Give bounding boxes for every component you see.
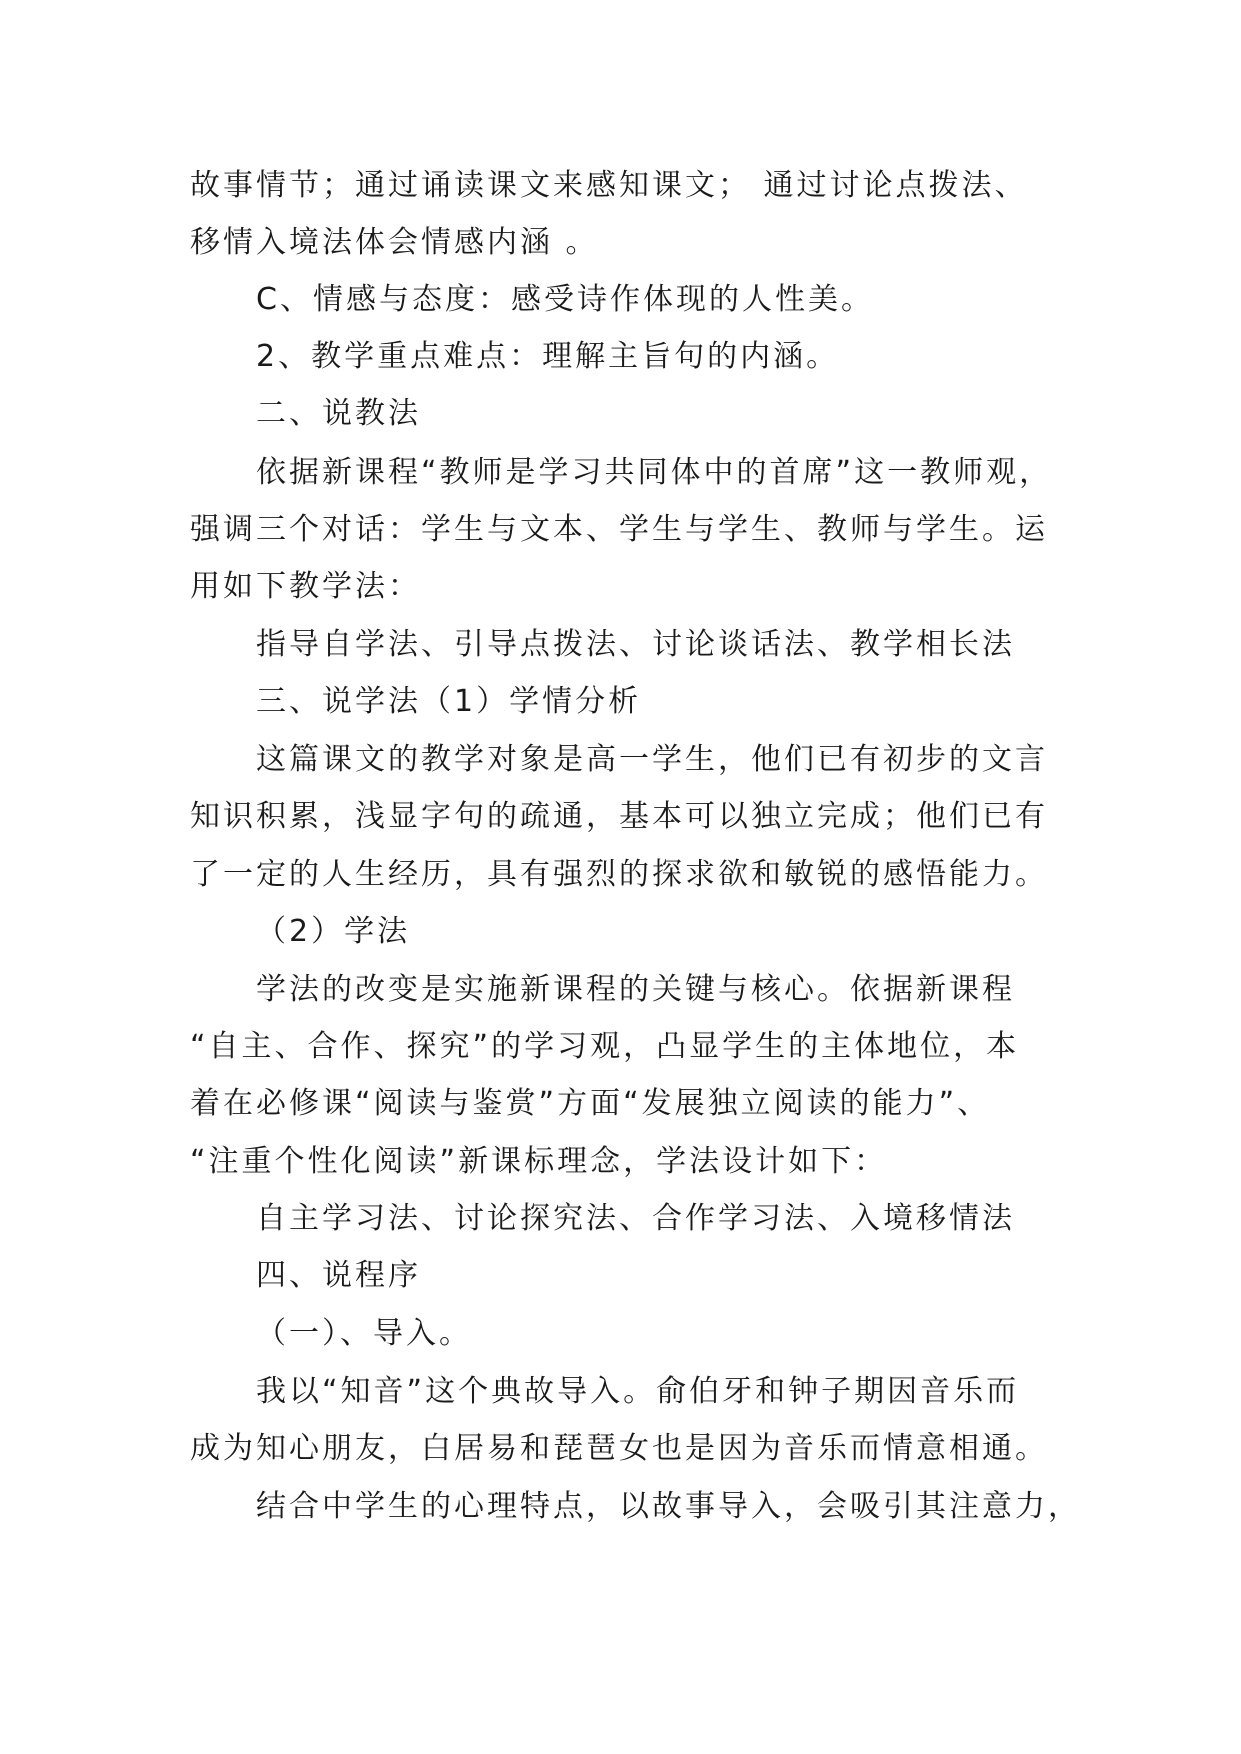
text-line: 学法的改变是实施新课程的关键与核心。依据新课程 bbox=[256, 972, 1015, 1007]
text-line: 2、教学重点难点：理解主旨句的内涵。 bbox=[256, 339, 840, 374]
text-line: C、情感与态度：感受诗作体现的人性美。 bbox=[256, 282, 874, 317]
section-heading: 二、说教法 bbox=[256, 396, 421, 431]
text-line: “自主、合作、探究”的学习观，凸显学生的主体地位，本 bbox=[190, 1029, 1020, 1064]
section-heading: （一）、导入。 bbox=[256, 1316, 472, 1351]
text-line: 移情入境法体会情感内涵 。 bbox=[190, 225, 599, 260]
section-heading: 四、说程序 bbox=[256, 1258, 421, 1293]
text-line: 了一定的人生经历，具有强烈的探求欲和敏锐的感悟能力。 bbox=[190, 857, 1048, 892]
text-line: 用如下教学法： bbox=[190, 569, 421, 604]
text-line: “注重个性化阅读”新课标理念，学法设计如下： bbox=[190, 1144, 888, 1179]
text-line: 知识积累，浅显字句的疏通，基本可以独立完成；他们已有 bbox=[190, 799, 1048, 834]
text-line: 成为知心朋友，白居易和琵琶女也是因为音乐而情意相通。 bbox=[190, 1431, 1048, 1466]
text-line: 强调三个对话：学生与文本、学生与学生、教师与学生。运 bbox=[190, 512, 1048, 547]
text-line: 我以“知音”这个典故导入。俞伯牙和钟子期因音乐而 bbox=[256, 1374, 1020, 1409]
text-line: 自主学习法、讨论探究法、合作学习法、入境移情法 bbox=[256, 1201, 1015, 1236]
text-line: 结合中学生的心理特点，以故事导入，会吸引其注意力， bbox=[256, 1489, 1081, 1524]
text-line: 这篇课文的教学对象是高一学生，他们已有初步的文言 bbox=[256, 742, 1048, 777]
text-line: 着在必修课“阅读与鉴赏”方面“发展独立阅读的能力”、 bbox=[190, 1086, 991, 1121]
section-heading: 三、说学法（1）学情分析 bbox=[256, 684, 642, 719]
section-heading: （2）学法 bbox=[256, 914, 411, 949]
text-line: 依据新课程“教师是学习共同体中的首席”这一教师观， bbox=[256, 455, 1053, 490]
text-line: 指导自学法、引导点拨法、讨论谈话法、教学相长法 bbox=[256, 627, 1015, 662]
text-line: 故事情节；通过诵读课文来感知课文； 通过讨论点拨法、 bbox=[190, 168, 1028, 203]
